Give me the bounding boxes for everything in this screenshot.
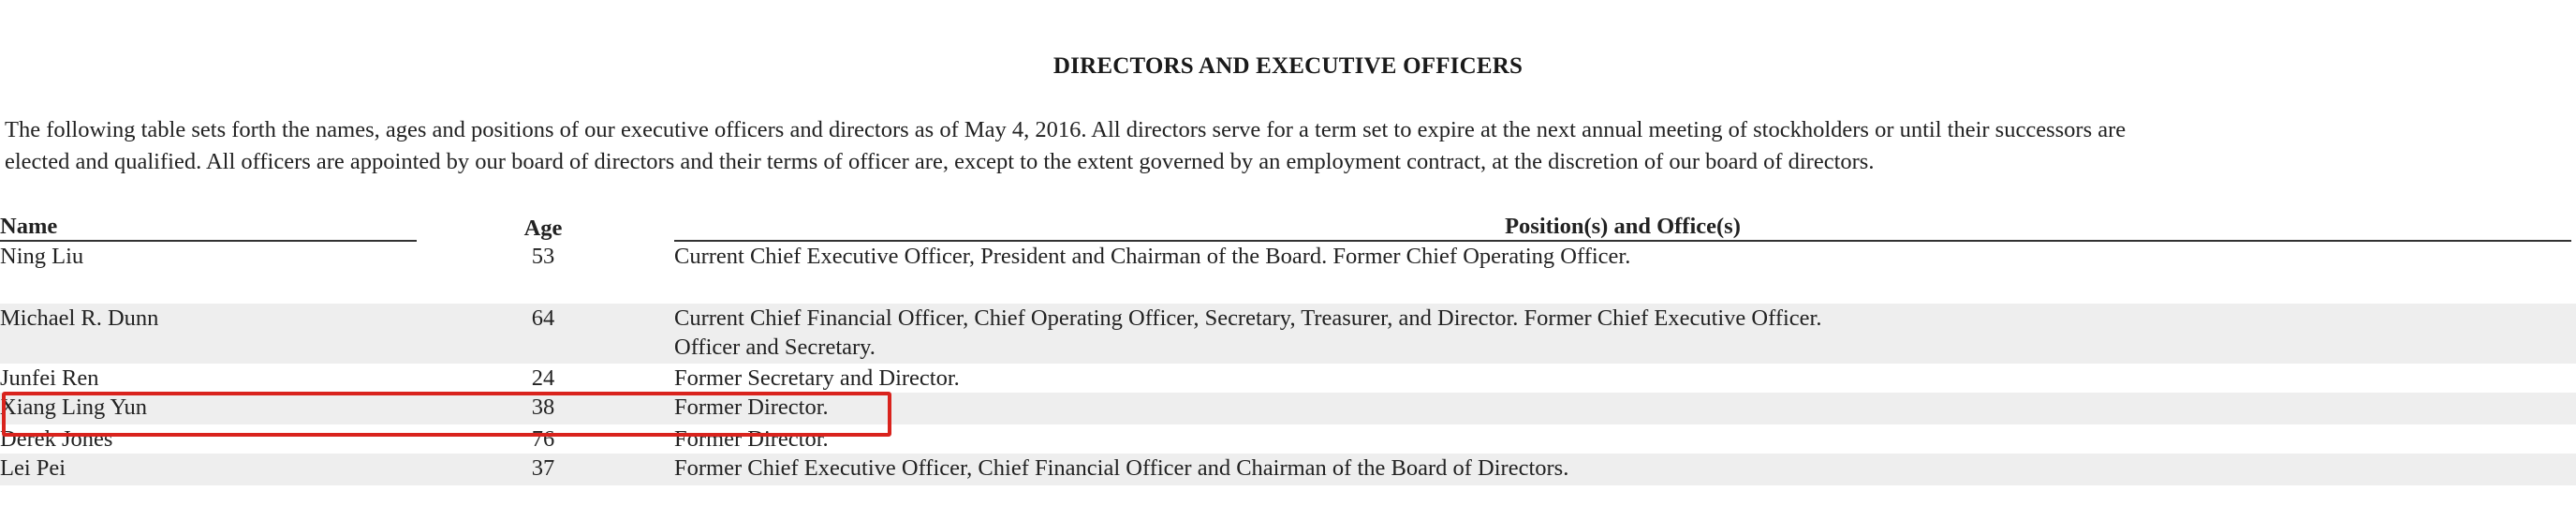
table-row: [0, 242, 2576, 304]
row-position: Former Chief Executive Officer, Chief Financial Officer and Chairman of the Board of Directors.: [670, 454, 2576, 485]
row-position: Former Secretary and Director.: [674, 365, 960, 391]
table-row: [0, 454, 2576, 485]
intro-line-2: elected and qualified. All officers are appointed by our board of directors and their terms of officer are, except to the extent governed by an employment contract, at the discretion of our board of directors.: [5, 149, 1875, 174]
row-age: 38: [417, 393, 670, 424]
row-name: Xiang Ling Yun: [0, 393, 417, 424]
row-position: Current Chief Executive Officer, President and Chairman of the Board. Former Chief Operating Officer.: [674, 244, 1631, 269]
section-heading: DIRECTORS AND EXECUTIVE OFFICERS: [1052, 53, 1524, 79]
table-row: [0, 364, 2576, 393]
row-name: Junfei Ren: [0, 365, 99, 391]
row-name: Lei Pei: [0, 454, 417, 485]
intro-paragraph: [5, 114, 2570, 178]
row-position: Current Chief Financial Officer, Chief Operating Officer, Secretary, Treasurer, and Director. Former Chief Executive Officer. Officer and Secretary.: [670, 304, 2576, 364]
row-name: Michael R. Dunn: [0, 304, 417, 364]
row-position: Former Director.: [674, 426, 829, 452]
header-age: Age: [523, 216, 563, 241]
header-position: Position(s) and Office(s): [670, 214, 2576, 242]
intro-line-1: The following table sets forth the names, ages and positions of our executive officers and directors as of May 4, 2016. All directors serve for a term set to expire at the next annual meeting of stockholders or until their successors are: [5, 117, 2127, 142]
row-position: Former Director.: [670, 393, 2576, 424]
officers-table: [0, 214, 2576, 485]
row-age: 24: [531, 365, 555, 391]
row-age: 53: [531, 244, 555, 269]
row-age: 64: [417, 304, 670, 364]
row-age: 37: [417, 454, 670, 485]
table-header-row: [0, 214, 2576, 242]
row-name: Ning Liu: [0, 244, 84, 269]
table-row: [0, 424, 2576, 454]
header-name: Name: [0, 214, 417, 242]
row-name: Derek Jones: [0, 426, 113, 452]
table-row: [0, 304, 2576, 364]
row-age: 76: [531, 426, 555, 452]
table-row-highlighted: [0, 393, 2576, 424]
